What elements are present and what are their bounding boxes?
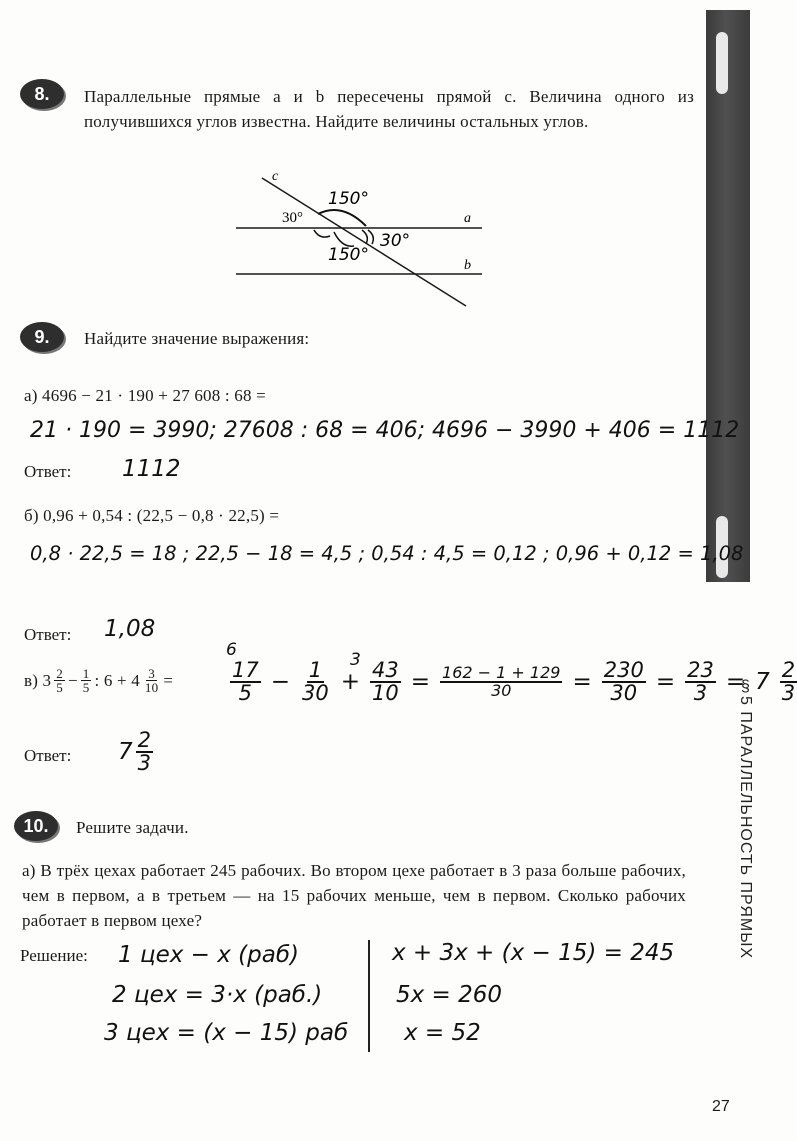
task-9a-answer: 1112 [122,456,181,482]
page-number: 27 [712,1098,730,1115]
task-9b-expression: б) 0,96 + 0,54 : (22,5 − 0,8 · 22,5) = [24,506,280,525]
parallel-lines-diagram [230,168,500,310]
task-9c-answer-label: Ответ: [24,746,72,765]
task-9c-prefix: в) 3 [24,671,52,690]
given-angle-label: 30° [282,210,303,226]
task-10a-text: а) В трёх цехах работает 245 рабочих. Во втором цехе работает в 3 раза больше рабочих, чем в первом, а в третьем — на 15 рабочих меньше, чем в первом. Сколько рабочих работает в первом цехе? [22,861,686,930]
solution-right-line-1: x + 3x + (x − 15) = 245 [392,940,675,966]
label-b: b [464,258,471,273]
answer-frac: $\frac{2}{3}$ [137,728,152,775]
task-9a-handwritten-work: 21 · 190 = 3990; 27608 : 68 = 406; 4696 − 3990 + 406 = 1112 [30,418,740,443]
work-frac-3: $\frac{43}{10}$ [372,658,399,705]
task-9b-answer: 1,08 [104,616,156,642]
task-9c-answer [118,730,153,774]
chapter-sidebar-band [706,10,750,582]
solution-left-line-3: 3 цех = (x − 15) раб [104,1020,349,1046]
solution-right-line-2: 5x = 260 [396,982,503,1008]
chapter-title-vertical: §5 ПАРАЛЛЕЛЬНОСТЬ ПРЯМЫХ [737,678,754,960]
solution-left-line-1: 1 цех − x (раб) [118,942,300,968]
task-9a-expression: а) 4696 − 21 · 190 + 27 608 : 68 = [24,386,266,405]
task-9c-mid: : 6 + 4 [94,671,140,690]
work-result-frac: $\frac{2}{3}$ [781,658,796,705]
solution-divider [368,940,370,1052]
task-10-prompt: Решите задачи. [76,818,189,837]
task-9-badge: 9. [20,322,64,352]
solution-left-line-2: 2 цех = 3·x (раб.) [112,982,323,1008]
task-9c-mixed1-frac: $\frac{2}{5}$ [56,666,63,695]
work-frac-5: $\frac{230}{30}$ [603,658,644,705]
arc-left [314,230,330,237]
label-c: c [272,169,279,184]
task-9c-expression: в) 3 $\frac{2}{5}$ − $\frac{1}{5}$ : 6 + 4 $\frac{3}{10}$ = [24,666,174,695]
hand-angle-top: 150° [328,189,369,209]
factor-6: 6 [226,640,237,660]
task-8-text: Параллельные прямые a и b пересечены прямой c. Величина одного из получившихся углов известна. Найдите величины остальных углов. [84,87,694,131]
factor-3: 3 [350,650,361,670]
work-result-whole: 7 [755,669,770,695]
task-9-prompt: Найдите значение выражения: [84,329,310,348]
label-a: a [464,211,471,226]
work-frac-1: $\frac{17}{5}$ [232,658,259,705]
solution-label: Решение: [20,946,88,965]
sidebar-tab-top [716,32,728,94]
hand-angle-bottom: 150° [328,245,369,265]
task-10-badge: 10. [14,811,58,841]
hand-angle-right: 30° [380,231,411,251]
solution-right-line-3: x = 52 [404,1020,481,1046]
task-8-badge: 8. [20,79,64,109]
work-frac-6: $\frac{23}{3}$ [687,658,714,705]
answer-whole: 7 [118,739,133,765]
work-frac-2: $\frac{1}{30}$ [302,658,329,705]
task-9c-frac2: $\frac{1}{5}$ [82,666,90,695]
task-9a-answer-label: Ответ: [24,462,72,481]
task-9b-handwritten-work: 0,8 · 22,5 = 18 ; 22,5 − 18 = 4,5 ; 0,54 : 4,5 = 0,12 ; 0,96 + 0,12 = 1,08 [30,542,744,565]
task-9b-answer-label: Ответ: [24,625,72,644]
task-9c-handwritten-work: $\frac{17}{5}$ − $\frac{1}{30}$ + $\frac{43}{10}$ = $\frac{162 - 1 + 129}{30}$ = $\frac{230}{30}$ = $\frac{23}{3}$ = 7 $\frac{2}{3}$ [232,658,796,705]
task-9c-mixed3-frac: $\frac{3}{10}$ [144,666,159,695]
work-frac-4: $\frac{162 - 1 + 129}{30}$ [442,663,561,700]
